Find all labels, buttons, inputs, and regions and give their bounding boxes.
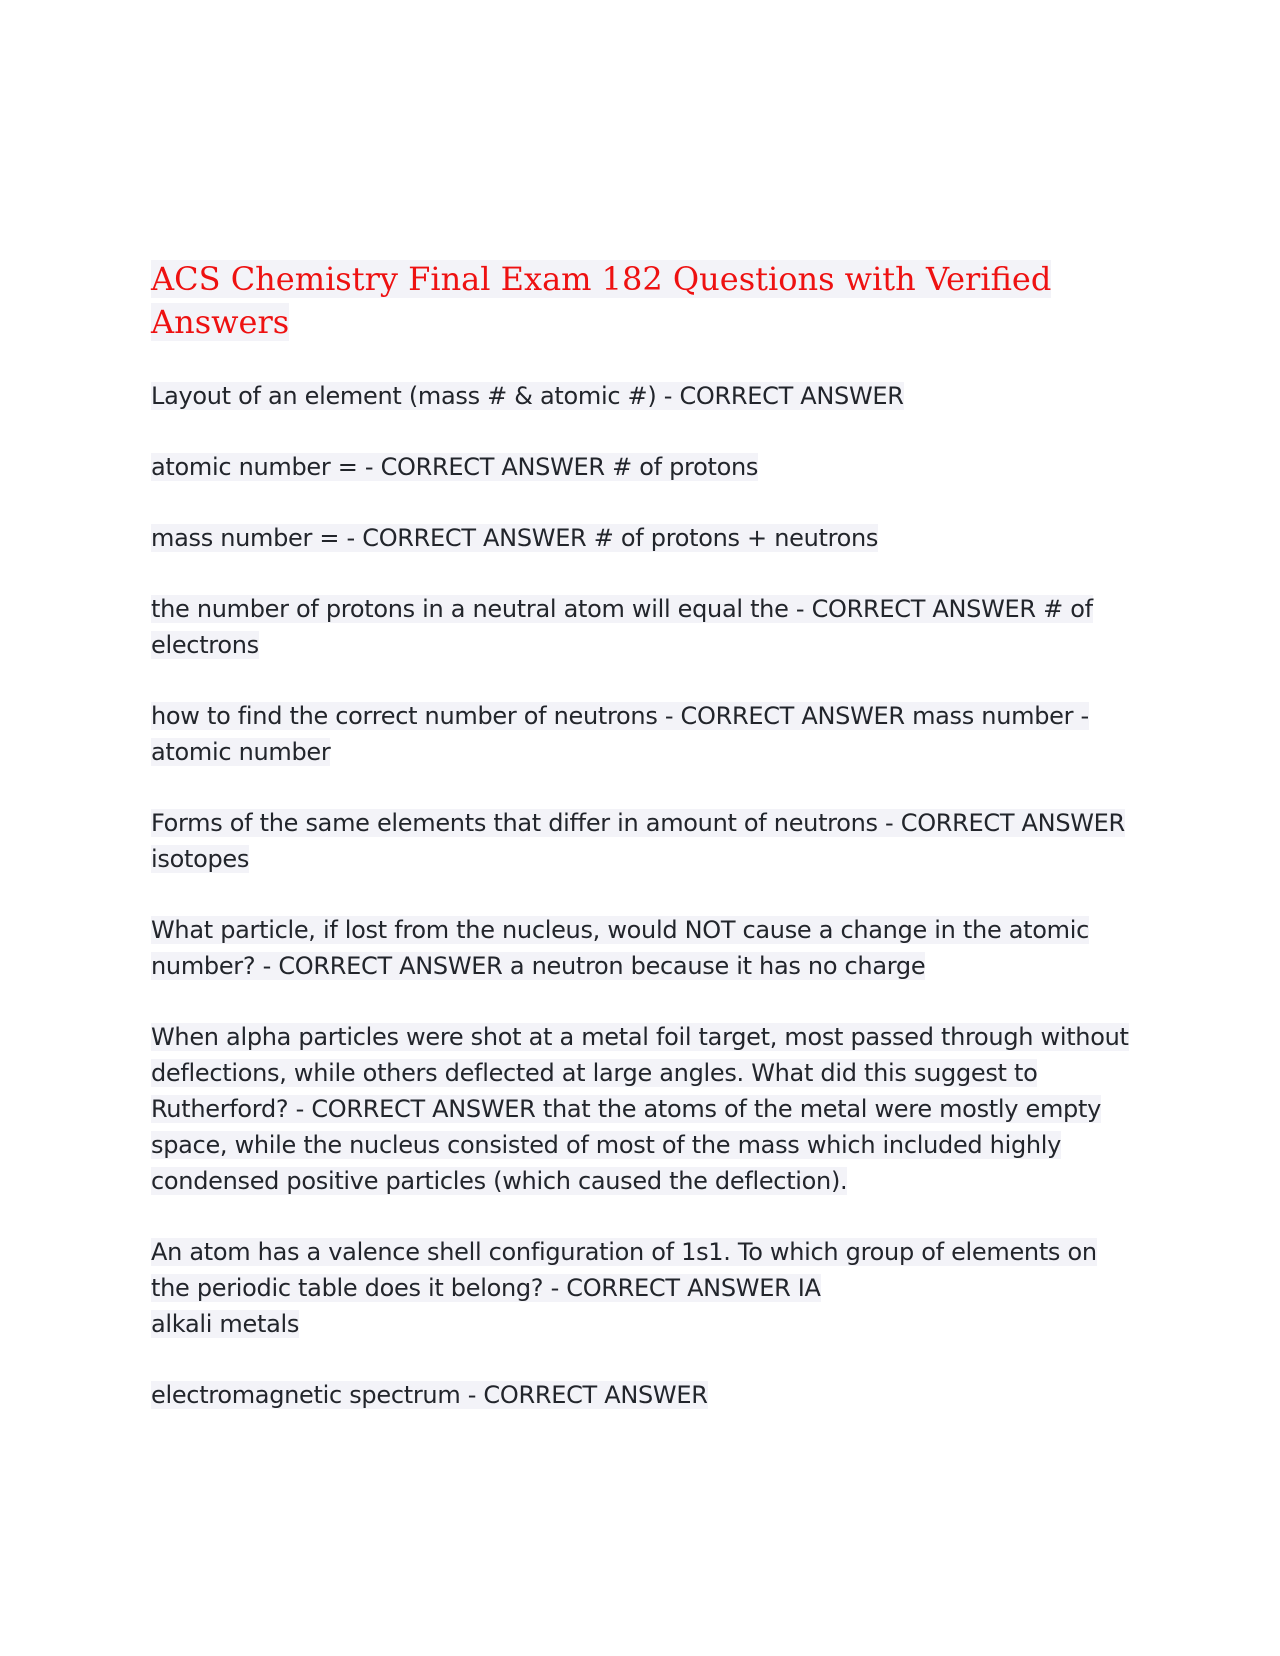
qa-text: the number of protons in a neutral atom will equal the - CORRECT ANSWER # of electrons (151, 595, 1093, 659)
qa-text: how to find the correct number of neutrons - CORRECT ANSWER mass number - atomic number (151, 702, 1089, 766)
qa-text: electromagnetic spectrum - CORRECT ANSWER (151, 1381, 708, 1409)
qa-text-continuation: alkali metals (151, 1310, 300, 1338)
qa-entry (151, 449, 1136, 485)
qa-entry (151, 591, 1136, 663)
qa-text: mass number = - CORRECT ANSWER # of protons + neutrons (151, 524, 879, 552)
qa-entry (151, 912, 1136, 984)
document-title: ACS Chemistry Final Exam 182 Questions with Verified Answers (151, 260, 1052, 341)
qa-entry (151, 1019, 1136, 1199)
qa-text: When alpha particles were shot at a metal foil target, most passed through without deflections, while others deflected at large angles. What did this suggest to Rutherford? - CORRECT ANSWER that the atoms of the metal were mostly empty space, while the nucleus consisted of most of the mass which included highly condensed positive particles (which caused the deflection). (151, 1023, 1129, 1195)
qa-entry (151, 1234, 1136, 1342)
qa-entry (151, 378, 1136, 414)
qa-text: What particle, if lost from the nucleus, would NOT cause a change in the atomic number? - CORRECT ANSWER a neutron because it has no charge (151, 916, 1089, 980)
qa-text: Layout of an element (mass # & atomic #) - CORRECT ANSWER (151, 382, 904, 410)
qa-entry (151, 698, 1136, 770)
qa-text: An atom has a valence shell configuration of 1s1. To which group of elements on the periodic table does it belong? - CORRECT ANSWER IA (151, 1238, 1097, 1302)
qa-text: atomic number = - CORRECT ANSWER # of protons (151, 453, 759, 481)
document-content (151, 258, 1136, 1448)
qa-entry (151, 520, 1136, 556)
qa-text: Forms of the same elements that differ in amount of neutrons - CORRECT ANSWER isotopes (151, 809, 1125, 873)
qa-entry (151, 805, 1136, 877)
qa-entry (151, 1377, 1136, 1413)
